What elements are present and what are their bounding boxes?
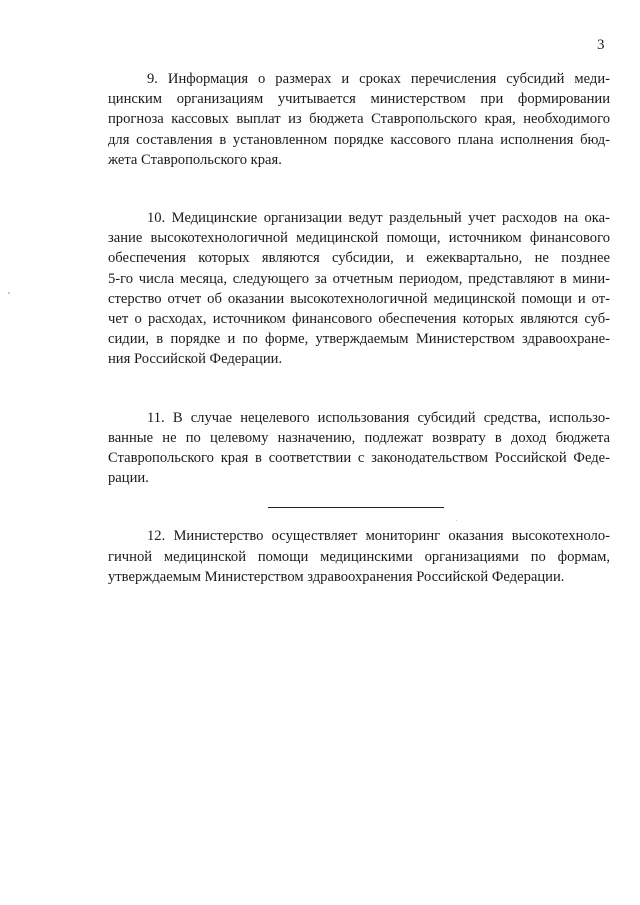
paragraph-line: чет о расходах, источником финансового обеспечения которых являются суб- [108, 311, 610, 328]
paragraph-line: 10. Медицинские организации ведут раздельный учет расходов на ока- [147, 210, 610, 227]
paragraph-line: сидии, в порядке и по форме, утверждаемым Министерством здравоохране- [108, 331, 610, 348]
paragraph-line: цинским организациям учитывается министерством при формировании [108, 91, 610, 108]
scan-speck [456, 520, 457, 521]
paragraph-line: рации. [108, 470, 149, 487]
paragraph-line: обеспечения которых являются субсидии, и ежеквартально, не позднее [108, 250, 610, 267]
end-of-document-rule [268, 507, 444, 508]
paragraph-line: гичной медицинской помощи медицинскими организациями по формам, [108, 548, 610, 565]
scan-speck [8, 292, 10, 294]
paragraph-line: стерство отчет об оказании высокотехнологичной медицинской помощи и от- [108, 290, 610, 307]
page-number: 3 [597, 37, 605, 53]
paragraph-line: 9. Информация о размерах и сроках перечисления субсидий меди- [147, 71, 610, 87]
paragraph-line: прогноза кассовых выплат из бюджета Ставропольского края, необходимого [108, 111, 610, 128]
paragraph-9 [108, 69, 610, 170]
paragraph-line: Ставропольского края в соответствии с законодательством Российской Феде- [108, 450, 610, 467]
document-body [108, 69, 610, 627]
paragraph-line: для составления в установленном порядке кассового плана исполнения бюд- [108, 131, 610, 148]
paragraph-line: ния Российской Федерации. [108, 351, 283, 368]
paragraph-11 [108, 408, 610, 489]
paragraph-12 [108, 526, 610, 587]
paragraph-line: 12. Министерство осуществляет мониторинг оказания высокотехноло- [147, 528, 610, 545]
paragraph-line: утверждаемым Министерством здравоохранения Российской Федерации. [108, 568, 565, 585]
paragraph-line: 5-го числа месяца, следующего за отчетным периодом, представляют в мини- [108, 270, 610, 287]
paragraph-line: зание высокотехнологичной медицинской помощи, источником финансового [108, 230, 610, 247]
paragraph-line: 11. В случае нецелевого использования субсидий средства, использо- [147, 409, 610, 426]
paragraph-line: ванные не по целевому назначению, подлежат возврату в доход бюджета [108, 429, 610, 446]
paragraph-10 [108, 208, 610, 370]
paragraph-line: жета Ставропольского края. [108, 151, 282, 168]
